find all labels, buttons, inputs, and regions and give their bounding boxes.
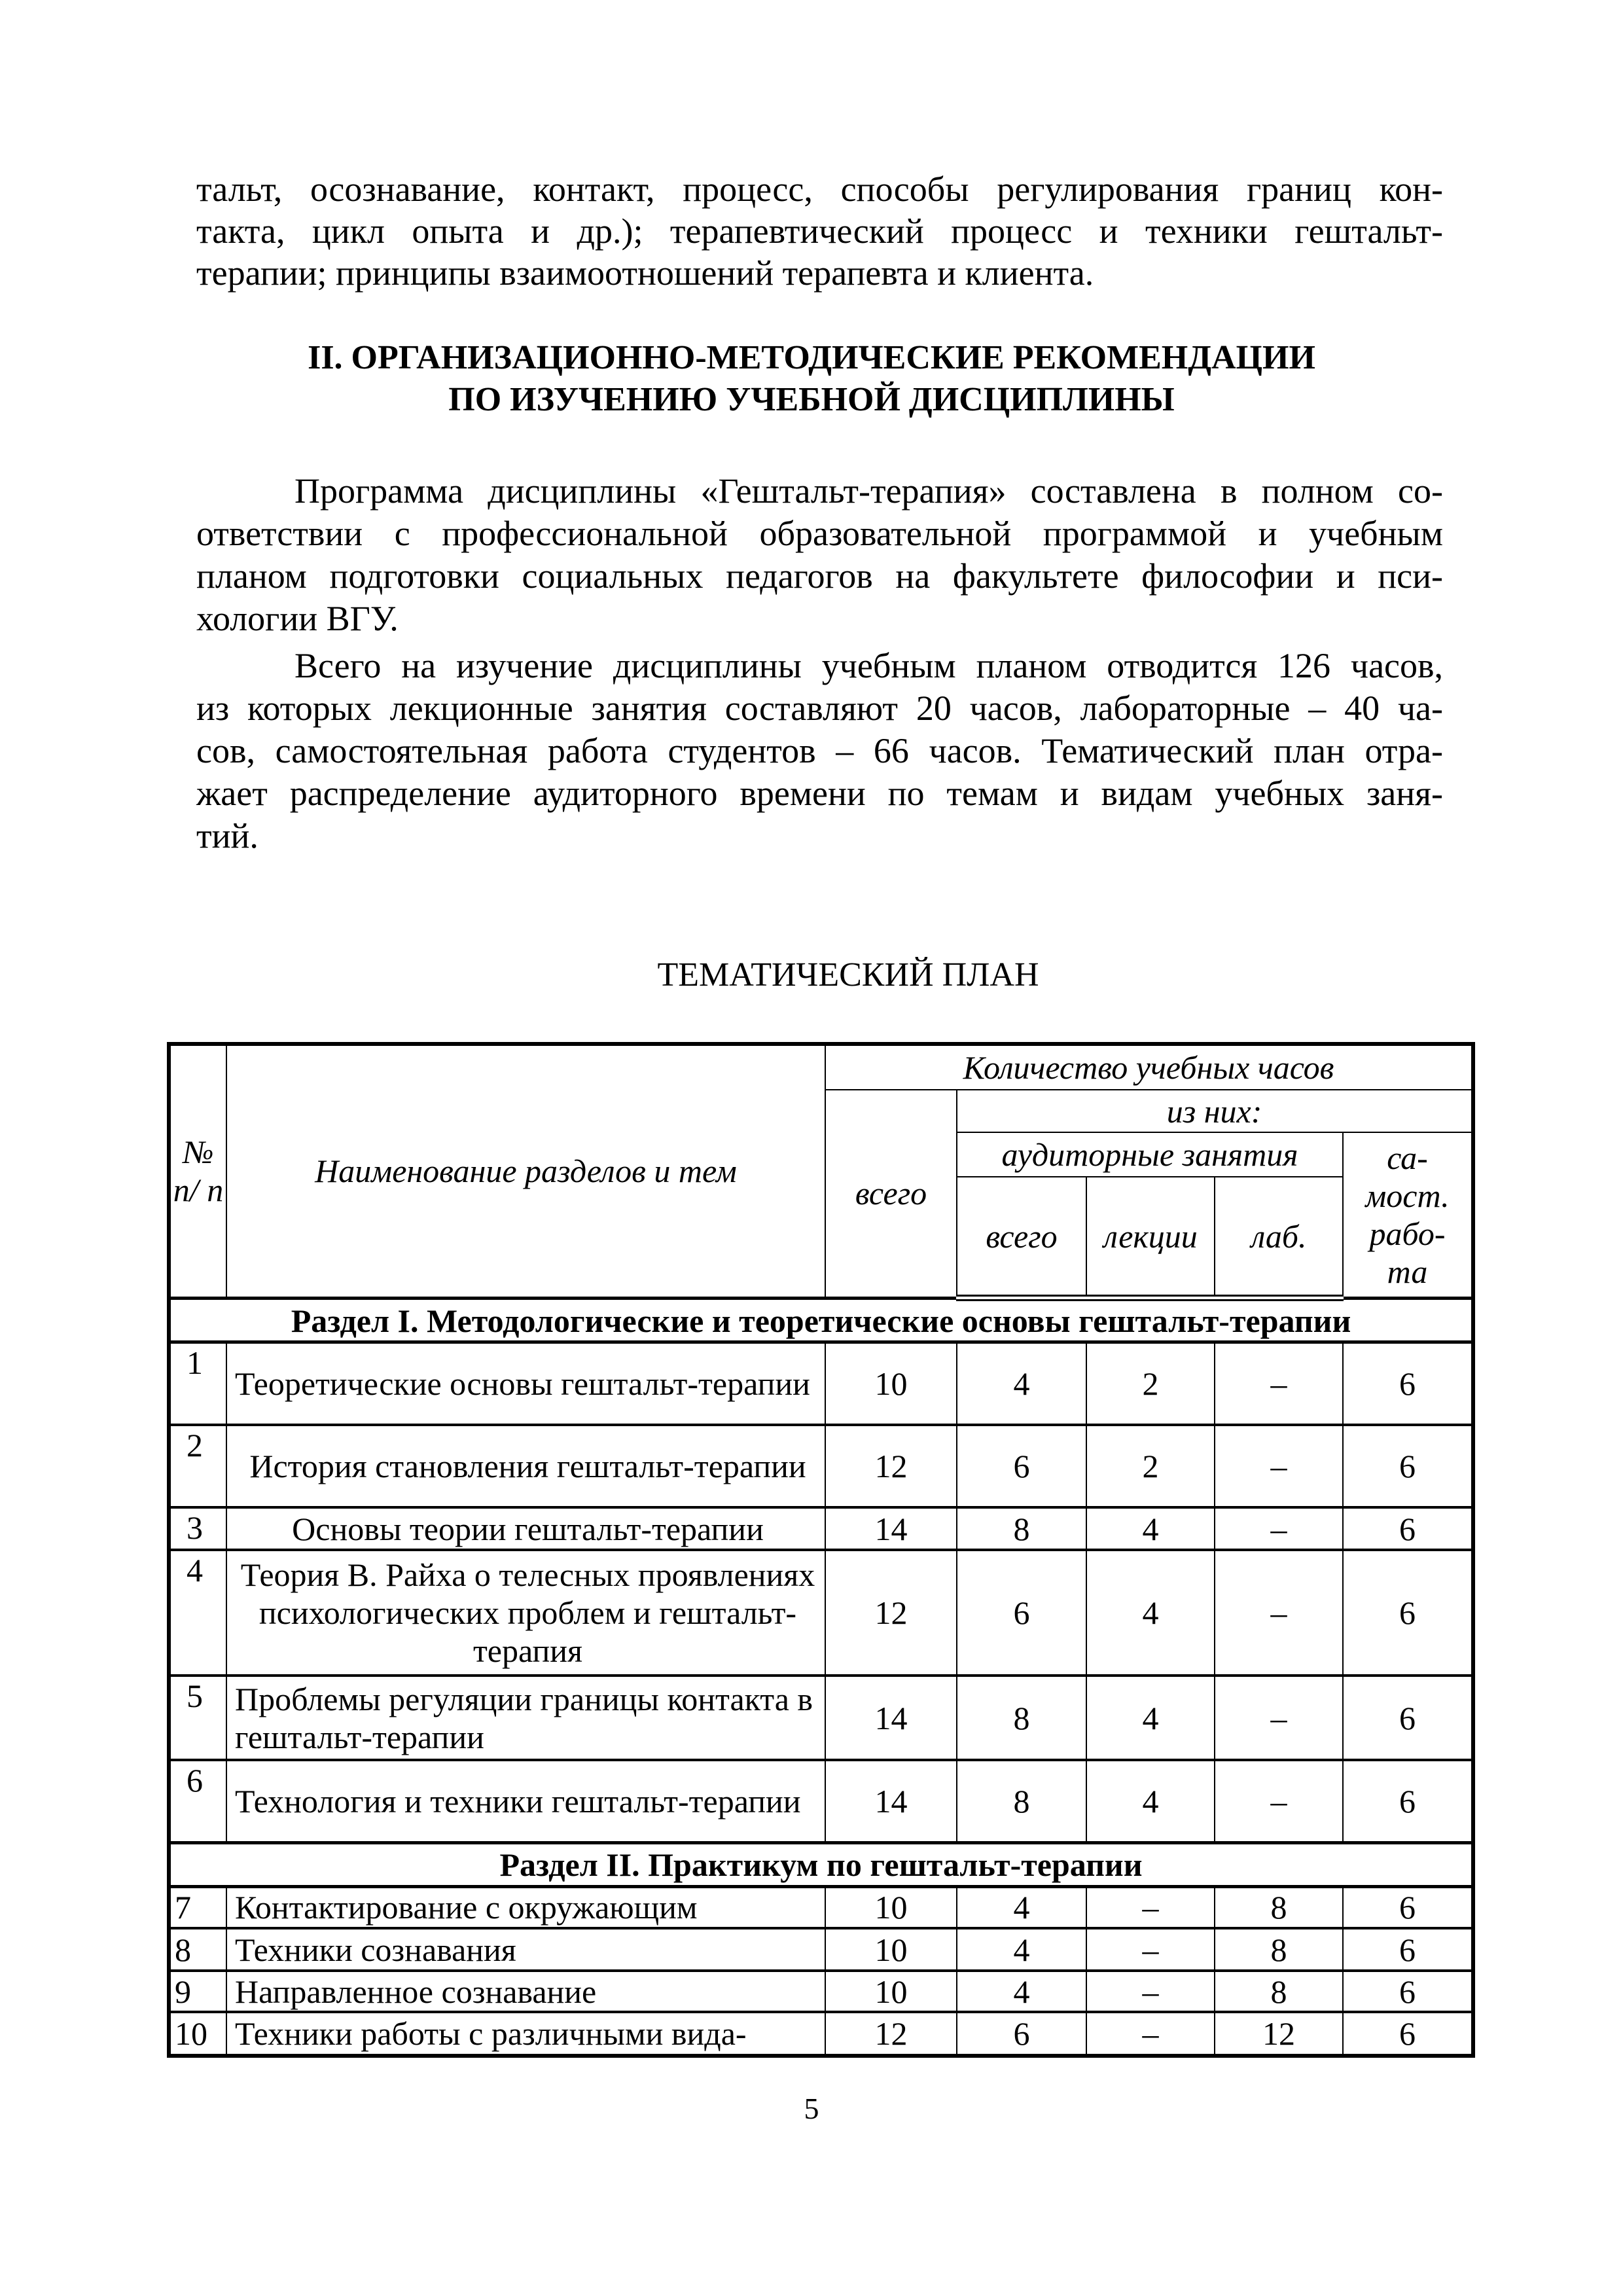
lab: 8 xyxy=(1215,1886,1343,1928)
lectures: 4 xyxy=(1086,1676,1215,1760)
classroom-total: 8 xyxy=(957,1676,1086,1760)
text-line: из которых лекционные занятия составляют 20 часов, лабораторные – 40 ча- xyxy=(196,689,1443,728)
text-line: терапии; принципы взаимоотношений терапевта и клиента. xyxy=(196,253,1094,293)
section-heading-line2: ПО ИЗУЧЕНИЮ УЧЕБНОЙ ДИСЦИПЛИНЫ xyxy=(448,381,1175,418)
lab: 12 xyxy=(1215,2012,1343,2056)
table-row xyxy=(169,1550,1473,1676)
topic-name: Технология и техники гештальт-терапии xyxy=(226,1760,825,1842)
hours-total: 10 xyxy=(825,1971,957,2012)
text-line: сов, самостоятельная работа студентов – 66 часов. Тематический план отра- xyxy=(196,731,1443,770)
table-row xyxy=(169,1676,1473,1760)
lab: 8 xyxy=(1215,1971,1343,2012)
lab: – xyxy=(1215,1760,1343,1842)
header-lab: лаб. xyxy=(1215,1177,1343,1298)
lectures: 4 xyxy=(1086,1550,1215,1676)
hours-total: 12 xyxy=(825,1425,957,1507)
text-line: планом подготовки социальных педагогов на факультете философии и пси- xyxy=(196,556,1443,596)
table-row xyxy=(169,1760,1473,1842)
row-number: 7 xyxy=(169,1886,226,1928)
table-row xyxy=(169,1342,1473,1425)
hours-total: 12 xyxy=(825,2012,957,2056)
classroom-total: 4 xyxy=(957,1886,1086,1928)
row-number: 8 xyxy=(169,1928,226,1971)
page-number: 5 xyxy=(804,2092,819,2125)
header-of-which: из них: xyxy=(957,1090,1473,1132)
header-name: Наименование разделов и тем xyxy=(226,1044,825,1298)
section-2-title: Раздел II. Практикум по гештальт-терапии xyxy=(169,1842,1473,1886)
text-line: такта, цикл опыта и др.); терапевтический процесс и техники гештальт- xyxy=(196,211,1443,251)
self-study: 6 xyxy=(1343,1928,1473,1971)
lab: – xyxy=(1215,1425,1343,1507)
lab: – xyxy=(1215,1342,1343,1425)
hours-total: 14 xyxy=(825,1507,957,1550)
lectures: 2 xyxy=(1086,1425,1215,1507)
self-study: 6 xyxy=(1343,1425,1473,1507)
self-study: 6 xyxy=(1343,2012,1473,2056)
classroom-total: 4 xyxy=(957,1342,1086,1425)
lab: – xyxy=(1215,1550,1343,1676)
header-num: № п/ п xyxy=(169,1044,226,1298)
hours-total: 12 xyxy=(825,1550,957,1676)
hours-total: 10 xyxy=(825,1342,957,1425)
topic-name: Основы теории гештальт-терапии xyxy=(226,1507,825,1550)
lab: – xyxy=(1215,1676,1343,1760)
self-study: 6 xyxy=(1343,1550,1473,1676)
thematic-plan-table xyxy=(167,1042,1475,2058)
self-study: 6 xyxy=(1343,1507,1473,1550)
table-row xyxy=(169,1425,1473,1507)
text-line: тий. xyxy=(196,816,259,855)
self-study: 6 xyxy=(1343,1886,1473,1928)
text-line: жает распределение аудиторного времени по темам и видам учебных заня- xyxy=(196,774,1443,813)
self-study: 6 xyxy=(1343,1971,1473,2012)
row-number: 1 xyxy=(169,1342,226,1425)
row-number: 2 xyxy=(169,1425,226,1507)
classroom-total: 4 xyxy=(957,1928,1086,1971)
text-line: ответствии с профессиональной образовательной программой и учебным xyxy=(196,514,1443,553)
text-line: хологии ВГУ. xyxy=(196,599,399,638)
classroom-total: 8 xyxy=(957,1507,1086,1550)
section-heading-line1: II. ОРГАНИЗАЦИОННО-МЕТОДИЧЕСКИЕ РЕКОМЕНДАЦИИ xyxy=(308,339,1315,376)
lectures: – xyxy=(1086,2012,1215,2056)
classroom-total: 8 xyxy=(957,1760,1086,1842)
lectures: 4 xyxy=(1086,1760,1215,1842)
self-study: 6 xyxy=(1343,1676,1473,1760)
self-study: 6 xyxy=(1343,1342,1473,1425)
header-lectures: лекции xyxy=(1086,1177,1215,1298)
topic-name: Контактирование с окружающим xyxy=(226,1886,825,1928)
classroom-total: 6 xyxy=(957,1550,1086,1676)
row-number: 10 xyxy=(169,2012,226,2056)
topic-name: Теоретические основы гештальт-терапии xyxy=(226,1342,825,1425)
lectures: 2 xyxy=(1086,1342,1215,1425)
text-line: Всего на изучение дисциплины учебным планом отводится 126 часов, xyxy=(294,646,1443,685)
classroom-total: 6 xyxy=(957,1425,1086,1507)
classroom-total: 4 xyxy=(957,1971,1086,2012)
lectures: – xyxy=(1086,1886,1215,1928)
table-row xyxy=(169,1886,1473,1928)
text-line: Программа дисциплины «Гештальт-терапия» составлена в полном со- xyxy=(294,471,1443,511)
table-row xyxy=(169,2012,1473,2056)
topic-name: История становления гештальт-терапии xyxy=(226,1425,825,1507)
table-title: ТЕМАТИЧЕСКИЙ ПЛАН xyxy=(657,956,1039,994)
hours-total: 10 xyxy=(825,1928,957,1971)
self-study: 6 xyxy=(1343,1760,1473,1842)
hours-total: 14 xyxy=(825,1676,957,1760)
header-self-study: са- мост. рабо- та xyxy=(1343,1132,1473,1298)
hours-total: 14 xyxy=(825,1760,957,1842)
row-number: 3 xyxy=(169,1507,226,1550)
table-row xyxy=(169,1507,1473,1550)
lectures: – xyxy=(1086,1928,1215,1971)
topic-name: Направленное сознавание xyxy=(226,1971,825,2012)
topic-name: Техники сознавания xyxy=(226,1928,825,1971)
lectures: 4 xyxy=(1086,1507,1215,1550)
row-number: 6 xyxy=(169,1760,226,1842)
lab: 8 xyxy=(1215,1928,1343,1971)
lectures: – xyxy=(1086,1971,1215,2012)
header-total: всего xyxy=(825,1090,957,1298)
header-classroom: аудиторные занятия xyxy=(957,1132,1343,1177)
topic-name: Техники работы с различными вида- xyxy=(226,2012,825,2056)
hours-total: 10 xyxy=(825,1886,957,1928)
row-number: 4 xyxy=(169,1550,226,1676)
table-row xyxy=(169,1971,1473,2012)
topic-name: Проблемы регуляции границы контакта в гештальт-терапии xyxy=(226,1676,825,1760)
section-1-title: Раздел I. Методологические и теоретические основы гештальт-терапии xyxy=(169,1298,1473,1342)
header-hours: Количество учебных часов xyxy=(825,1044,1473,1090)
row-number: 9 xyxy=(169,1971,226,2012)
row-number: 5 xyxy=(169,1676,226,1760)
header-class-total: всего xyxy=(957,1177,1086,1298)
text-line: тальт, осознавание, контакт, процесс, способы регулирования границ кон- xyxy=(196,170,1443,209)
classroom-total: 6 xyxy=(957,2012,1086,2056)
table-row xyxy=(169,1928,1473,1971)
lab: – xyxy=(1215,1507,1343,1550)
topic-name: Теория В. Райха о телесных проявлениях психологических проблем и гештальт-терапия xyxy=(226,1550,825,1676)
